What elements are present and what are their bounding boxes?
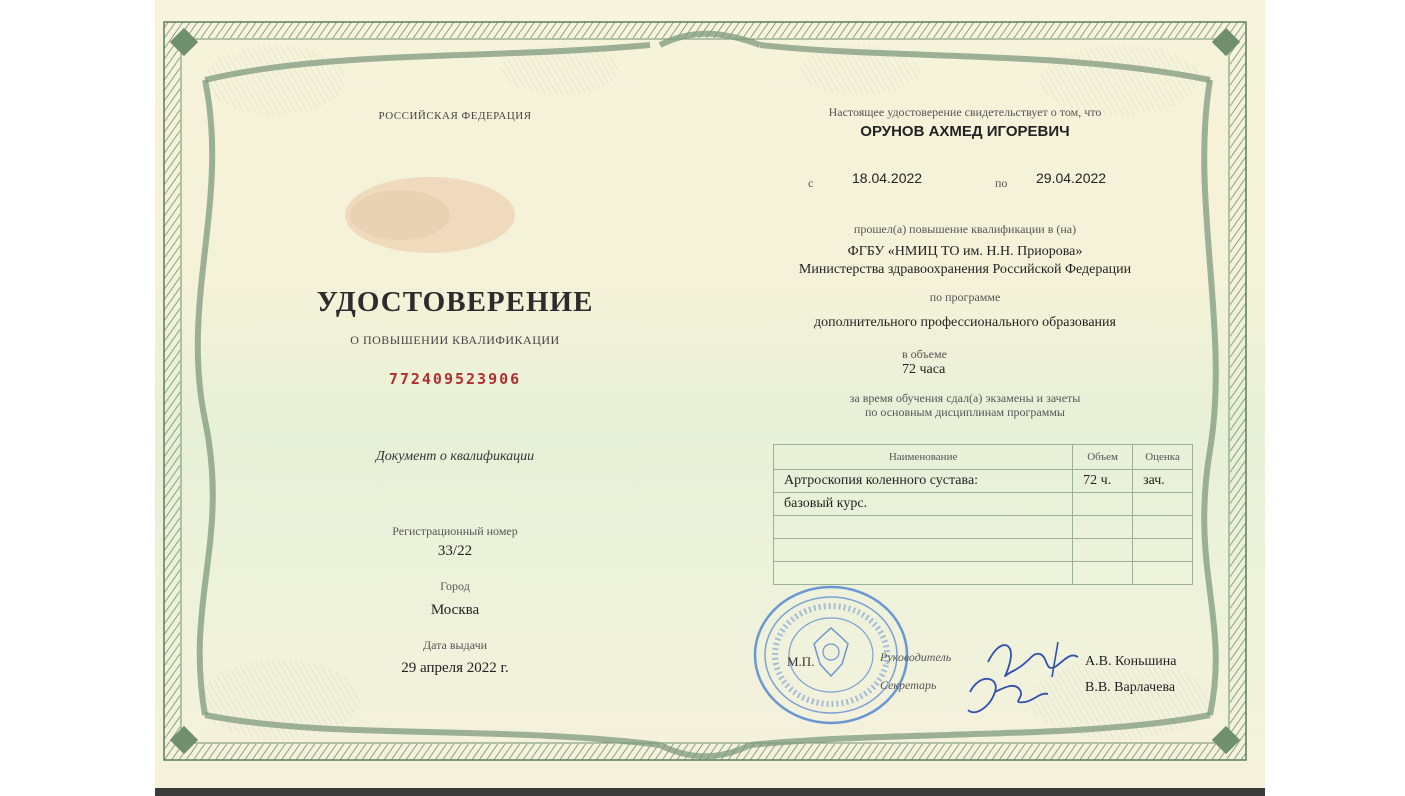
table-row [774, 516, 1193, 539]
cell-subject [774, 539, 1073, 562]
table-row [774, 470, 1193, 493]
volume-label: в объеме [902, 347, 947, 361]
head-label: Руководитель [880, 650, 952, 664]
volume-value: 72 часа [902, 362, 946, 377]
intro-text: Настоящее удостоверение свидетельствует о том, что [828, 105, 1102, 119]
certificate-subtitle: О ПОВЫШЕНИИ КВАЛИФИКАЦИИ [350, 333, 560, 347]
registration-number: 33/22 [437, 543, 473, 559]
header-name: Наименование [774, 445, 1073, 470]
passed-text: прошел(а) повышение квалификации в (на) [853, 222, 1077, 236]
cell-subject [774, 562, 1073, 585]
grades-table [773, 444, 1193, 585]
cell-volume [1073, 562, 1133, 585]
header-volume: Объем [1073, 445, 1133, 470]
cell-grade [1133, 493, 1193, 516]
organization-line2: Министерства здравоохранения Российской Федерации [798, 262, 1132, 277]
program-name: дополнительного профессионального образования [814, 315, 1116, 330]
certificate-title: УДОСТОВЕРЕНИЕ [316, 286, 594, 318]
cell-grade [1133, 516, 1193, 539]
from-label: с [808, 176, 814, 190]
to-label: по [995, 176, 1008, 190]
cell-subject: Артроскопия коленного сустава: [774, 470, 1073, 493]
cell-subject [774, 516, 1073, 539]
cell-grade: зач. [1133, 470, 1193, 493]
organization-line1: ФГБУ «НМИЦ ТО им. Н.Н. Приорова» [847, 244, 1083, 259]
seal-place-label: М.П. [787, 654, 815, 669]
cell-grade [1133, 539, 1193, 562]
header-grade: Оценка [1133, 445, 1193, 470]
serial-number: 772409523906 [388, 370, 522, 388]
secretary-label: Секретарь [880, 678, 937, 692]
table-row [774, 539, 1193, 562]
cell-grade [1133, 562, 1193, 585]
document-type: Документ о квалификации [375, 449, 535, 464]
secretary-name: В.В. Варлачева [1085, 680, 1176, 695]
table-row [774, 562, 1193, 585]
date-from: 18.04.2022 [852, 170, 923, 186]
city-label: Город [440, 579, 470, 593]
exams-line1: за время обучения сдал(а) экзамены и зачеты [849, 391, 1081, 405]
program-label: по программе [929, 290, 1001, 304]
registration-label: Регистрационный номер [392, 524, 518, 538]
issue-date-label: Дата выдачи [422, 638, 488, 652]
exams-line2: по основным дисциплинам программы [864, 405, 1065, 419]
cell-volume [1073, 539, 1133, 562]
head-name: А.В. Коньшина [1085, 654, 1177, 669]
signature-graphic [960, 632, 1090, 727]
date-to: 29.04.2022 [1036, 170, 1107, 186]
cell-volume: 72 ч. [1073, 470, 1133, 493]
table-row [774, 493, 1193, 516]
cell-volume [1073, 493, 1133, 516]
country-label: РОССИЙСКАЯ ФЕДЕРАЦИЯ [378, 110, 532, 122]
issue-date: 29 апреля 2022 г. [401, 660, 509, 676]
table-header-row [774, 445, 1193, 470]
holder-name: ОРУНОВ АХМЕД ИГОРЕВИЧ [860, 123, 1070, 140]
city-value: Москва [430, 602, 480, 618]
cell-subject: базовый курс. [774, 493, 1073, 516]
scan-margin [137, 0, 155, 796]
cell-volume [1073, 516, 1133, 539]
